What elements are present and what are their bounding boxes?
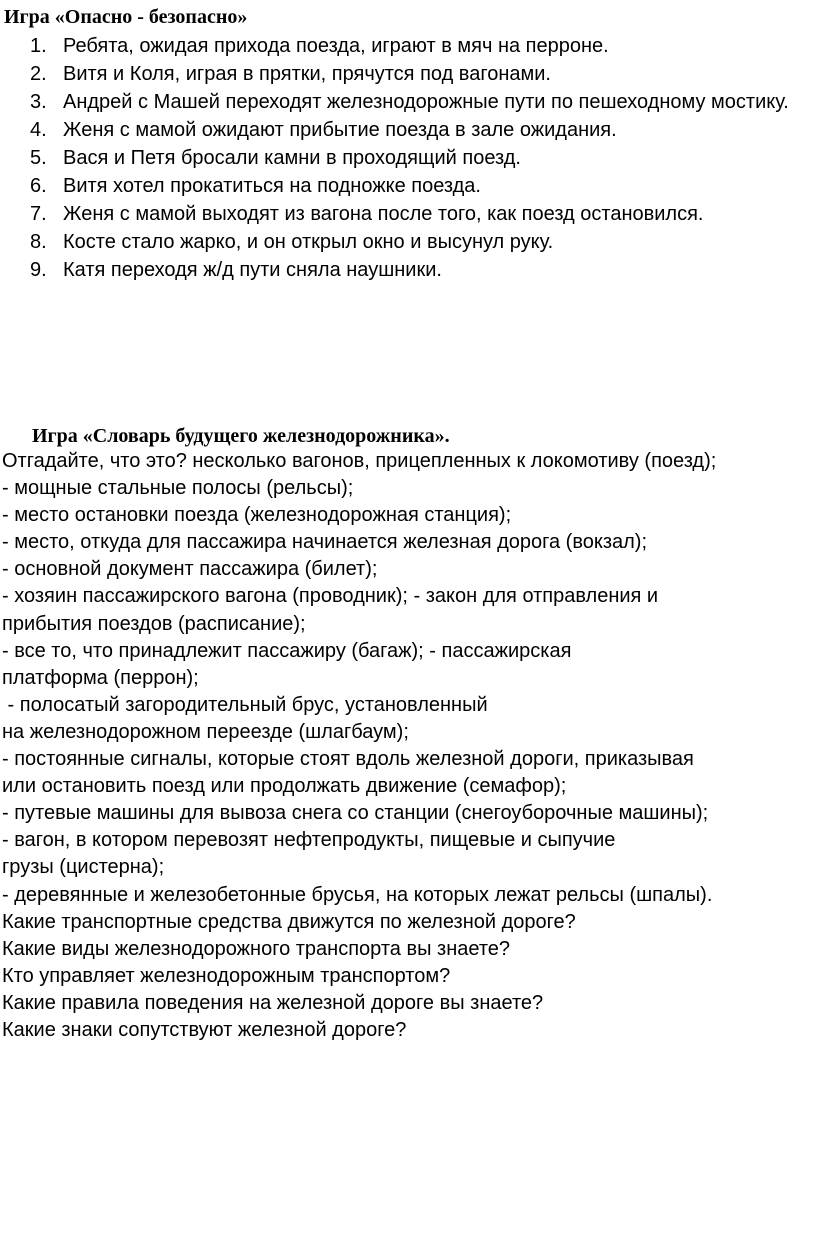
list-item-text: Ребята, ожидая прихода поезда, играют в мяч на перроне.: [63, 35, 609, 57]
list-item-number: 6.: [30, 175, 47, 197]
list-item: [0, 256, 803, 284]
body-line: - деревянные и железобетонные брусья, на которых лежат рельсы (шпалы).: [2, 883, 713, 906]
body-line: - мощные стальные полосы (рельсы);: [2, 477, 354, 500]
body-line: - путевые машины для вывоза снега со станции (снегоуборочные машины);: [2, 802, 709, 825]
list-item-text: Андрей с Машей переходят железнодорожные пути по пешеходному мостику.: [63, 91, 789, 113]
game1-title: Игра «Опасно - безопасно»: [4, 6, 248, 28]
list-item: [0, 228, 803, 256]
list-item: [0, 32, 803, 60]
question-line: Какие виды железнодорожного транспорта вы знаете?: [2, 937, 510, 960]
list-item-text: Косте стало жарко, и он открыл окно и высунул руку.: [63, 231, 554, 253]
body-line: - основной документ пассажира (билет);: [2, 558, 378, 581]
list-item: [0, 200, 803, 228]
list-item: [0, 172, 803, 200]
game1-situations-list: [0, 32, 816, 284]
list-item-number: 2.: [30, 63, 47, 85]
body-line: - полосатый загородительный брус, установленный: [2, 693, 488, 716]
list-item: [0, 116, 803, 144]
body-line: или остановить поезд или продолжать движение (семафор);: [2, 775, 567, 798]
list-item-number: 5.: [30, 147, 47, 169]
list-item: [0, 60, 803, 88]
question-line: Какие знаки сопутствуют железной дороге?: [2, 1018, 407, 1041]
body-line: платформа (перрон);: [2, 666, 199, 689]
question-line: Какие транспортные средства движутся по железной дороге?: [2, 910, 576, 933]
list-item-text: Женя с мамой выходят из вагона после того, как поезд остановился.: [63, 203, 704, 225]
game2-title: Игра «Словарь будущего железнодорожника».: [32, 425, 450, 447]
body-line: - вагон, в котором перевозят нефтепродукты, пищевые и сыпучие: [2, 829, 616, 852]
question-line: Какие правила поведения на железной дороге вы знаете?: [2, 991, 544, 1014]
list-item-number: 9.: [30, 259, 47, 281]
list-item-text: Женя с мамой ожидают прибытие поезда в зале ожидания.: [63, 119, 617, 141]
list-item: [0, 88, 803, 116]
list-item-number: 8.: [30, 231, 47, 253]
body-line: - постоянные сигналы, которые стоят вдоль железной дороги, приказывая: [2, 748, 694, 771]
game2-body: [2, 448, 814, 1044]
list-item-number: 1.: [30, 35, 47, 57]
body-line: на железнодорожном переезде (шлагбаум);: [2, 720, 409, 743]
question-line: Кто управляет железнодорожным транспортом?: [2, 964, 451, 987]
list-item-number: 3.: [30, 91, 47, 113]
body-line: грузы (цистерна);: [2, 856, 165, 879]
body-line: - место, откуда для пассажира начинается железная дорога (вокзал);: [2, 531, 648, 554]
body-line: Отгадайте, что это? несколько вагонов, прицепленных к локомотиву (поезд);: [2, 450, 717, 472]
body-line: прибытия поездов (расписание);: [2, 612, 306, 635]
list-item-number: 7.: [30, 203, 47, 225]
list-item-text: Вася и Петя бросали камни в проходящий поезд.: [63, 147, 521, 169]
body-line: - все то, что принадлежит пассажиру (багаж); - пассажирская: [2, 639, 572, 662]
body-line: - место остановки поезда (железнодорожная станция);: [2, 504, 512, 527]
list-item-text: Витя и Коля, играя в прятки, прячутся под вагонами.: [63, 63, 551, 85]
list-item-number: 4.: [30, 119, 47, 141]
list-item-text: Витя хотел прокатиться на подножке поезда.: [63, 175, 481, 197]
list-item-text: Катя переходя ж/д пути сняла наушники.: [63, 259, 442, 281]
body-line: - хозяин пассажирского вагона (проводник); - закон для отправления и: [2, 585, 659, 608]
list-item: [0, 144, 803, 172]
